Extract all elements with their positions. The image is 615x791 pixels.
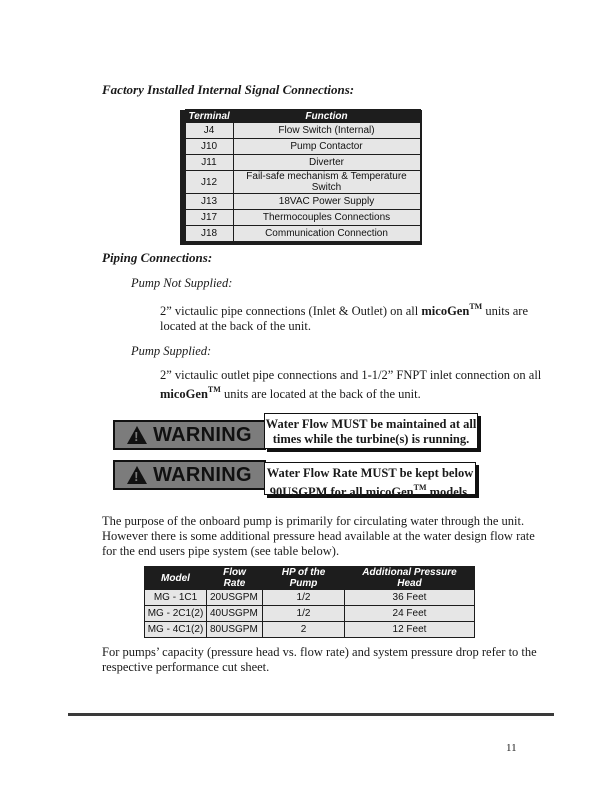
terminal-cell: J18 — [185, 226, 233, 242]
model-cell: MG - 4C1(2) — [145, 622, 207, 638]
column-header-hp: HP of the Pump — [263, 567, 345, 590]
subheading-pump-not-supplied: Pump Not Supplied: — [131, 276, 233, 290]
warning-badge: ! WARNING — [113, 420, 266, 450]
column-header-model: Model — [145, 567, 207, 590]
column-header-pressure-head: Additional Pressure Head — [345, 567, 475, 590]
page-number: 11 — [506, 742, 517, 754]
hp-cell: 1/2 — [263, 606, 345, 622]
terminal-cell: J12 — [185, 171, 233, 194]
table-row — [180, 210, 422, 226]
table-row — [145, 590, 475, 606]
warning-badge: ! WARNING — [113, 460, 266, 490]
section-heading-signal-connections: Factory Installed Internal Signal Connections: — [102, 82, 355, 97]
terminal-cell: J11 — [185, 155, 233, 171]
table-row — [145, 622, 475, 638]
terminal-cell: J13 — [185, 194, 233, 210]
column-header-function: Function — [233, 110, 420, 123]
flow-rate-cell: 40USGPM — [207, 606, 263, 622]
table-row — [180, 139, 422, 155]
table-row — [145, 606, 475, 622]
paragraph-pump-supplied: 2” victaulic outlet pipe connections and 1-1/2” FNPT inlet connection on all micoGen™ units are located at the back of the unit. — [160, 368, 542, 402]
paragraph-performance-reference: For pumps’ capacity (pressure head vs. flow rate) and system pressure drop refer to the respective performance cut sheet. — [102, 645, 537, 674]
section-heading-piping-connections: Piping Connections: — [102, 250, 213, 265]
table-header-row — [180, 110, 422, 123]
paragraph-pump-not-supplied: 2” victaulic pipe connections (Inlet & Outlet) on all micoGen™ units are located at the back of the unit. — [160, 302, 529, 334]
warning-triangle-icon: ! — [127, 466, 147, 484]
column-header-flow-rate: Flow Rate — [207, 567, 263, 590]
function-cell: Diverter — [233, 155, 420, 171]
flow-rate-cell: 80USGPM — [207, 622, 263, 638]
function-cell: Pump Contactor — [233, 139, 420, 155]
pressure-head-cell: 36 Feet — [345, 590, 475, 606]
warning-triangle-icon: ! — [127, 426, 147, 444]
table-row — [180, 171, 422, 194]
flow-rate-cell: 20USGPM — [207, 590, 263, 606]
pressure-head-cell: 12 Feet — [345, 622, 475, 638]
table-row — [180, 123, 422, 139]
function-cell: Thermocouples Connections — [233, 210, 420, 226]
table-row — [180, 194, 422, 210]
function-cell: Communication Connection — [233, 226, 420, 242]
signal-connections-table — [180, 109, 422, 245]
subheading-pump-supplied: Pump Supplied: — [131, 344, 212, 358]
pressure-head-cell: 24 Feet — [345, 606, 475, 622]
table-row — [180, 226, 422, 242]
function-cell: 18VAC Power Supply — [233, 194, 420, 210]
function-cell: Fail-safe mechanism & Temperature Switch — [233, 171, 420, 194]
hp-cell: 2 — [263, 622, 345, 638]
table-row — [180, 155, 422, 171]
pump-model-table — [144, 566, 475, 638]
terminal-cell: J17 — [185, 210, 233, 226]
terminal-cell: J10 — [185, 139, 233, 155]
paragraph-pump-purpose: The purpose of the onboard pump is primarily for circulating water through the unit. However there is some additional pressure head available at the water design flow rate for the end users pipe system (see table below). — [102, 514, 535, 558]
function-cell: Flow Switch (Internal) — [233, 123, 420, 139]
column-header-terminal: Terminal — [185, 110, 233, 123]
hp-cell: 1/2 — [263, 590, 345, 606]
table-header-row — [145, 567, 475, 590]
model-cell: MG - 2C1(2) — [145, 606, 207, 622]
model-cell: MG - 1C1 — [145, 590, 207, 606]
footer-divider — [68, 713, 554, 716]
warning-message-box: Water Flow Rate MUST be kept below 90USGPM for all micoGen™ models. — [264, 462, 476, 495]
terminal-cell: J4 — [185, 123, 233, 139]
warning-message-box: Water Flow MUST be maintained at all times while the turbine(s) is running. — [264, 413, 478, 449]
brand-name: micoGen — [421, 304, 470, 319]
brand-name: micoGen — [160, 387, 208, 402]
